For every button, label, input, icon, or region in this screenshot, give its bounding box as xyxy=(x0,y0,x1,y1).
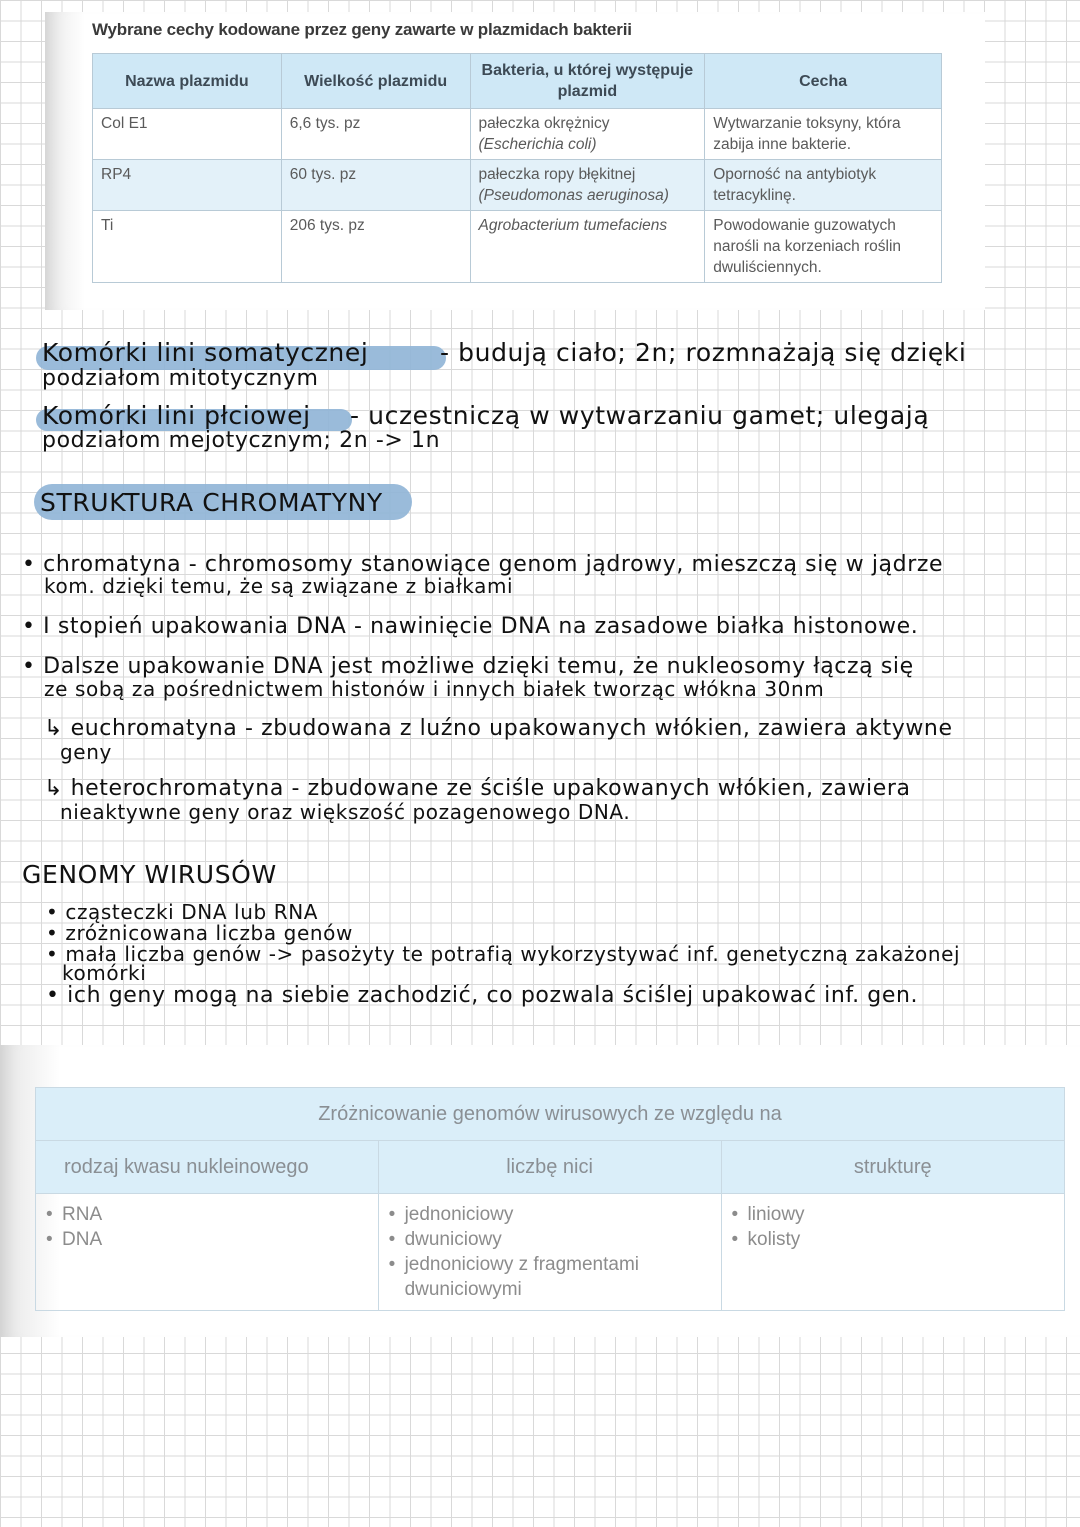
virus-bullet-3-cont: komórki xyxy=(62,961,147,985)
chromatin-bullet-2: • I stopień upakowania DNA - nawinięcie DNA na zasadowe białka histonowe. xyxy=(22,614,919,639)
euchromatin-note-cont: geny xyxy=(60,740,112,764)
table-row xyxy=(93,160,942,211)
cell-nucleic-acid xyxy=(36,1194,379,1311)
bacteria-common: pałeczka ropy błękitnej xyxy=(478,166,636,183)
plasmid-table-title: Wybrane cechy kodowane przez geny zawarte w plazmidach bakterii xyxy=(92,20,632,39)
cell-trait: Oporność na antybiotyk tetracyklinę. xyxy=(705,160,942,211)
virus-bullet-4: • ich geny mogą na siebie zachodzić, co pozwala ściślej upakować inf. gen. xyxy=(46,983,919,1008)
cell-bacteria xyxy=(470,160,705,211)
cell-size: 206 tys. pz xyxy=(281,211,470,283)
bacteria-latin: Agrobacterium tumefaciens xyxy=(478,217,668,234)
virus-table-title: Zróżnicowanie genomów wirusowych ze względu na xyxy=(36,1088,1065,1141)
cell-bacteria xyxy=(470,109,705,160)
table-row xyxy=(93,109,942,160)
virus-bullet-1: • cząsteczki DNA lub RNA xyxy=(46,900,319,924)
header-nucleic-acid: rodzaj kwasu nukleinowego xyxy=(36,1141,379,1194)
header-trait: Cecha xyxy=(705,54,942,109)
bacteria-latin: (Escherichia coli) xyxy=(478,136,597,153)
header-structure: strukturę xyxy=(721,1141,1064,1194)
chromatin-bullet-3: • Dalsze upakowanie DNA jest możliwe dzięki temu, że nukleosomy łączą się xyxy=(22,654,914,679)
bacteria-latin: (Pseudomonas aeruginosa) xyxy=(478,187,669,204)
table-row xyxy=(36,1194,1065,1311)
table-header-row xyxy=(93,54,942,109)
cell-trait: Wytwarzanie toksyny, która zabija inne bakterie. xyxy=(705,109,942,160)
table-title-row xyxy=(36,1088,1065,1141)
virus-heading: GENOMY WIRUSÓW xyxy=(22,860,277,889)
virus-bullet-2: • zróżnicowana liczba genów xyxy=(46,921,353,945)
heterochromatin-note-cont: nieaktywne geny oraz większość pozagenowego DNA. xyxy=(60,800,631,824)
list-item: • kolisty xyxy=(732,1227,1054,1252)
euchromatin-note: ↳ euchromatyna - zbudowana z luźno upakowanych włókien, zawiera aktywne xyxy=(44,716,953,741)
header-strands: liczbę nici xyxy=(378,1141,721,1194)
cell-structure xyxy=(721,1194,1064,1311)
note-germ-line2: podziałom mejotycznym; 2n -> 1n xyxy=(42,428,441,453)
chromatin-bullet-1: • chromatyna - chromosomy stanowiące genom jądrowy, mieszczą się w jądrze xyxy=(22,552,944,577)
cell-strands xyxy=(378,1194,721,1311)
note-somatic-line1: - budują ciało; 2n; rozmnażają się dzięki xyxy=(440,338,967,367)
list-item: • liniowy xyxy=(732,1202,1054,1227)
cell-name: RP4 xyxy=(93,160,282,211)
list-item: • dwuniciowy xyxy=(389,1227,711,1252)
cell-trait: Powodowanie guzowatych narośli na korzeniach roślin dwuliściennych. xyxy=(705,211,942,283)
header-size: Wielkość plazmidu xyxy=(281,54,470,109)
chromatin-heading: STRUKTURA CHROMATYNY xyxy=(40,488,383,517)
note-germ-term: Komórki lini płciowej xyxy=(42,401,311,430)
note-somatic-term: Komórki lini somatycznej xyxy=(42,338,369,367)
bacteria-common: pałeczka okrężnicy xyxy=(478,115,610,132)
virus-genome-table xyxy=(35,1087,1065,1311)
header-name: Nazwa plazmidu xyxy=(93,54,282,109)
cell-name: Ti xyxy=(93,211,282,283)
header-bacteria: Bakteria, u której występuje plazmid xyxy=(470,54,705,109)
virus-bullet-3: • mała liczba genów -> pasożyty te potrafią wykorzystywać inf. genetyczną zakażonej xyxy=(46,942,961,966)
list-item: • DNA xyxy=(46,1227,368,1252)
chromatin-bullet-1-cont: kom. dzięki temu, że są związane z białkami xyxy=(44,574,514,598)
list-item: • jednoniciowy z fragmentami dwuniciowymi xyxy=(389,1252,685,1302)
cell-name: Col E1 xyxy=(93,109,282,160)
list-item: • RNA xyxy=(46,1202,368,1227)
heterochromatin-note: ↳ heterochromatyna - zbudowane ze ściśle upakowanych włókien, zawiera xyxy=(44,776,911,801)
note-germ-line1: - uczestniczą w wytwarzaniu gamet; ulegają xyxy=(350,401,930,430)
cell-bacteria xyxy=(470,211,705,283)
cell-size: 6,6 tys. pz xyxy=(281,109,470,160)
list-item: • jednoniciowy xyxy=(389,1202,711,1227)
note-somatic-line2: podziałom mitotycznym xyxy=(42,366,319,391)
table-row xyxy=(93,211,942,283)
chromatin-bullet-3-cont: ze sobą za pośrednictwem histonów i innych białek tworząc włókna 30nm xyxy=(44,677,825,701)
plasmid-table xyxy=(92,53,942,283)
table-header-row xyxy=(36,1141,1065,1194)
cell-size: 60 tys. pz xyxy=(281,160,470,211)
